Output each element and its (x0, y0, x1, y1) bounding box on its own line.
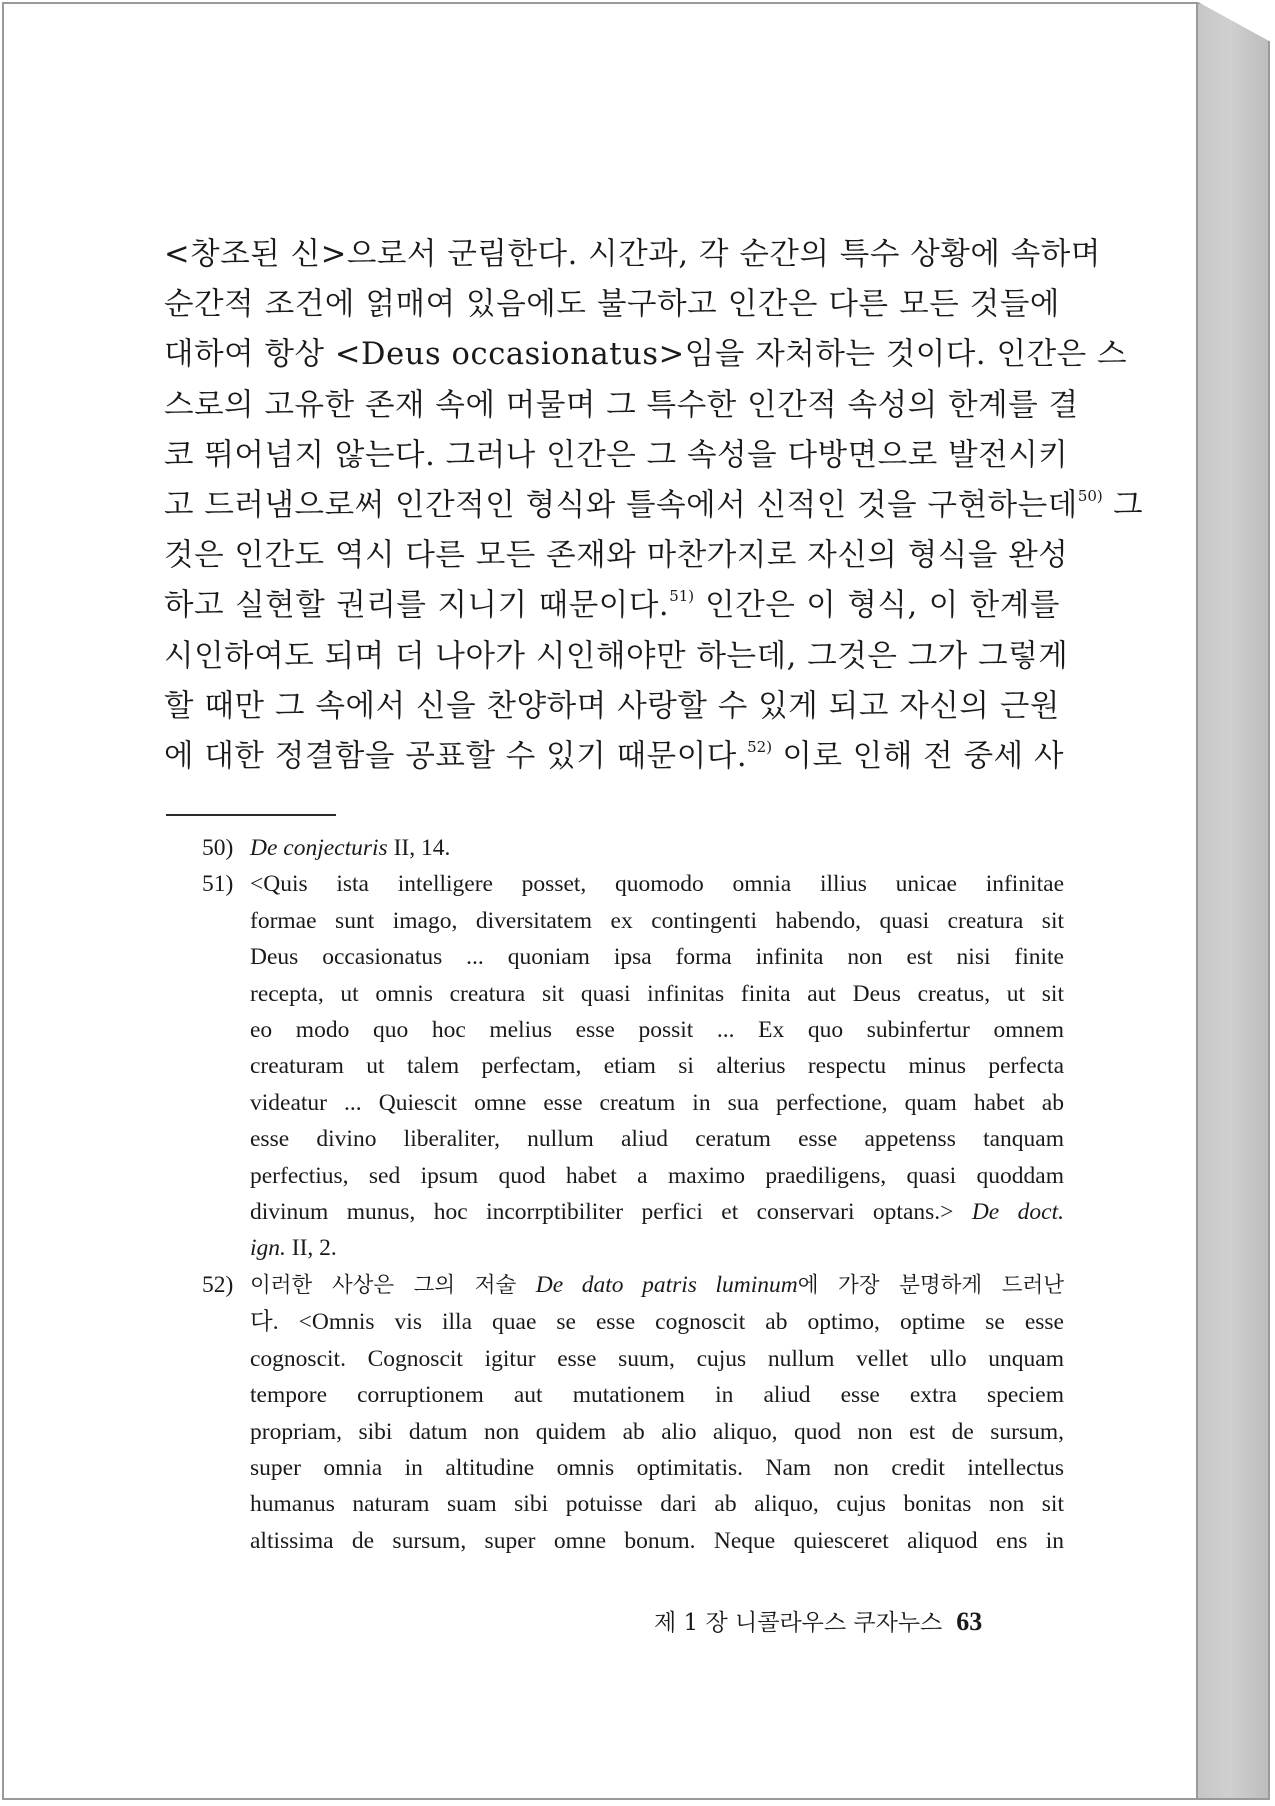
book-page-edge (1198, 2, 1270, 1800)
footnote-line-intro (250, 1267, 1064, 1304)
body-line: <창조된 신>으로서 군림한다. 시간과, 각 순간의 특수 상황에 속하며 (164, 237, 1101, 272)
citation-ref: II, 2. (285, 1235, 337, 1262)
body-line: 대하여 항상 <Deus occasionatus>임을 자처하는 것이다. 인간은 스 (164, 337, 1128, 373)
footnote-51 (202, 866, 1064, 1266)
footnote-line-with-cite (250, 1194, 1064, 1230)
work-title: De dato patris luminum (535, 1271, 798, 1298)
footnote-number: 51) (202, 871, 234, 898)
body-line-tail: 그 (1102, 488, 1144, 524)
footnote-text: divinum munus, hoc incorrptibiliter perfici et conservari optans.> (250, 1199, 954, 1226)
body-line-text: 하고 실현할 권리를 지니기 때문이다. (164, 588, 670, 624)
work-title: De conjecturis (250, 835, 388, 861)
footnote-ref-50[interactable]: 50) (1077, 487, 1103, 506)
body-line: 할 때만 그 속에서 신을 찬양하며 사랑할 수 있게 되고 자신의 근원 (164, 688, 1060, 724)
body-line: 코 뛰어넘지 않는다. 그러나 인간은 그 속성을 다방면으로 발전시키 (164, 437, 1069, 473)
page-sheet (2, 2, 1198, 1800)
footnote-line: videatur ... Quiescit omne esse creatum in sua perfectione, quam habet ab (250, 1089, 1064, 1116)
footnote-line: <Quis ista intelligere posset, quomodo omnia illius unicae infinitae (250, 871, 1064, 898)
footnote-line: recepta, ut omnis creatura sit quasi infinitas finita aut Deus creatus, ut sit (250, 980, 1064, 1007)
footnote-line: esse divino liberaliter, nullum aliud ceratum esse appetenss tanquam (250, 1126, 1064, 1153)
body-line-with-footnote-51 (164, 581, 1060, 631)
main-body-text (164, 230, 1144, 782)
body-line-text: 고 드러냄으로써 인간적인 형식와 틀속에서 신적인 것을 구현하는데 (164, 488, 1078, 524)
body-line-tail: 이로 인해 전 중세 사 (772, 739, 1065, 775)
footnote-line: perfectius, sed ipsum quod habet a maximo praediligens, quasi quoddam (250, 1162, 1064, 1189)
footnote-separator (166, 814, 336, 816)
footnote-line: humanus naturam suam sibi potuisse dari ab aliquo, cujus bonitas non sit (250, 1491, 1064, 1518)
chapter-title: 제 1 장 니콜라우스 쿠자누스 (654, 1610, 943, 1636)
footnote-52 (202, 1267, 1064, 1559)
body-line-tail: 인간은 이 형식, 이 한계를 (694, 588, 1060, 624)
footnote-line: Deus occasionatus ... quoniam ipsa forma infinita non est nisi finite (250, 944, 1064, 971)
footnote-line: super omnia in altitudine omnis optimitatis. Nam non credit intellectus (250, 1454, 1064, 1481)
footnotes-section (202, 830, 1064, 1559)
intro-text: 이러한 사상은 그의 저술 (250, 1272, 536, 1298)
footnote-number: 50) (202, 835, 234, 861)
footnote-line: altissima de sursum, super omne bonum. Neque quiesceret aliquod ens in (250, 1527, 1064, 1554)
intro-text: 에 가장 분명하게 드러난 (797, 1272, 1065, 1298)
footnote-line: eo modo quo hoc melius esse possit ... Ex quo subinfertur omnem (250, 1017, 1064, 1044)
footnote-ref-52[interactable]: 52) (747, 738, 773, 757)
footnote-line: tempore corruptionem aut mutationem in aliud esse extra speciem (250, 1382, 1064, 1409)
footnote-line: 다. <Omnis vis illa quae se esse cognoscit ab optimo, optime se esse (250, 1309, 1064, 1336)
footnote-line: cognoscit. Cognoscit igitur esse suum, cujus nullum vellet ullo unquam (250, 1345, 1064, 1372)
footnote-number: 52) (202, 1271, 234, 1298)
footnote-line: propriam, sibi datum non quidem ab alio aliquo, quod non est de sursum, (250, 1418, 1064, 1445)
footnote-line (250, 830, 1064, 866)
body-line: 것은 인간도 역시 다른 모든 존재와 마찬가지로 자신의 형식을 완성 (164, 538, 1069, 574)
footnote-ref-51[interactable]: 51) (669, 587, 695, 606)
page-number: 63 (956, 1607, 983, 1636)
citation-ref: II, 14. (387, 835, 451, 861)
cite-title-part-2: ign. (250, 1235, 286, 1262)
footnote-50 (202, 830, 1064, 866)
body-line-with-footnote-52 (164, 732, 1065, 782)
body-line: 시인하여도 되며 더 나아가 시인해야만 하는데, 그것은 그가 그렇게 (164, 638, 1069, 674)
body-line-text: 에 대한 정결함을 공표할 수 있기 때문이다. (164, 739, 748, 775)
footnote-line: formae sunt imago, diversitatem ex contingenti habendo, quasi creatura sit (250, 907, 1064, 934)
footnote-line (250, 1230, 1064, 1266)
body-line-with-footnote-50 (164, 481, 1144, 531)
cite-title-part-1: De doct. (971, 1199, 1064, 1226)
body-line: 순간적 조건에 얽매여 있음에도 불구하고 인간은 다른 모든 것들에 (164, 287, 1060, 323)
running-footer (654, 1604, 1054, 1637)
body-line: 스로의 고유한 존재 속에 머물며 그 특수한 인간적 속성의 한계를 결 (164, 387, 1079, 423)
footnote-line: creaturam ut talem perfectam, etiam si alterius respectu minus perfecta (250, 1053, 1064, 1080)
